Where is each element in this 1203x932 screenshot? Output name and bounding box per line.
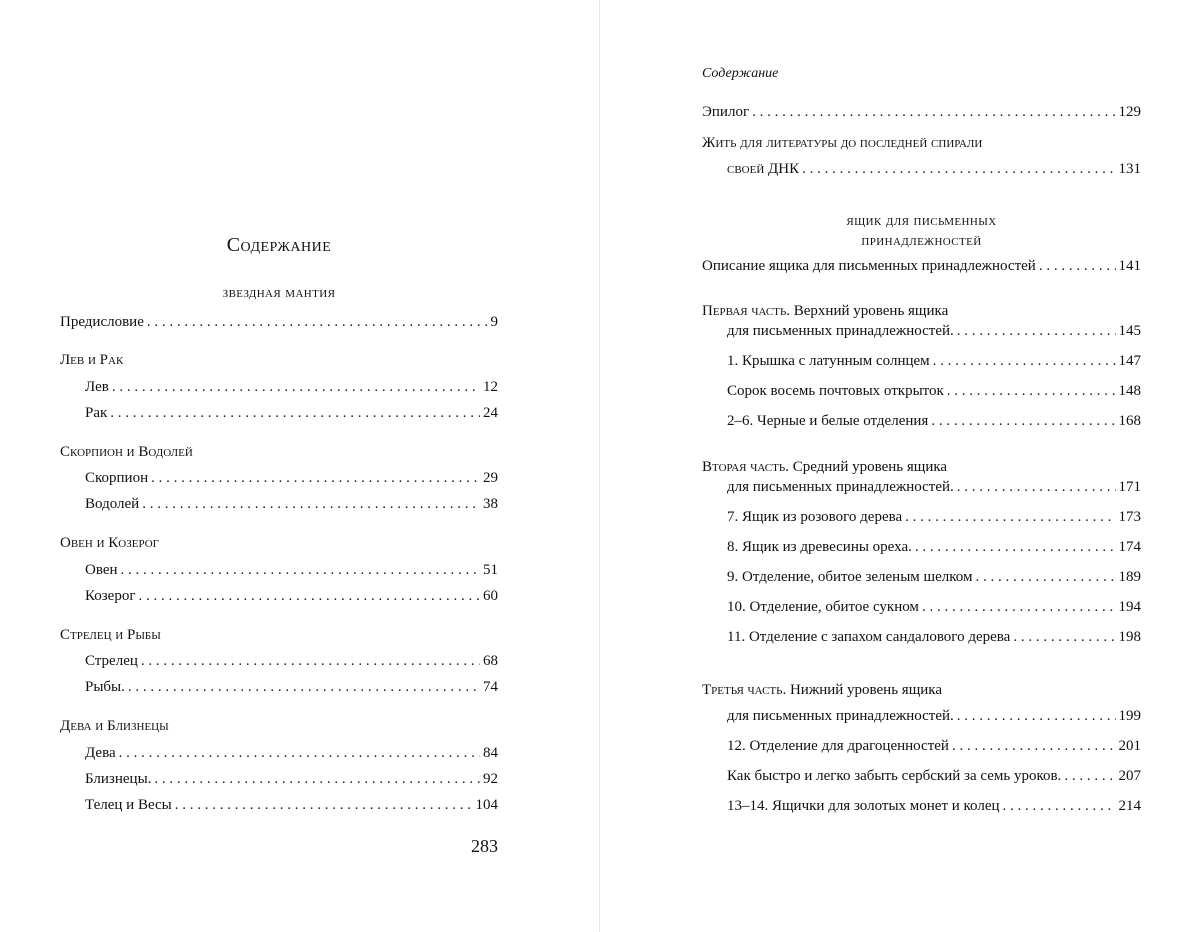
entry-label: 12. Отделение для драгоценностей [727,738,949,754]
entry-page-number: 104 [475,797,498,813]
toc-entry-living[interactable] [727,160,1141,178]
part-title-rest: . Верхний уровень ящика [786,303,949,319]
entry-label: 7. Ящик из розового дерева [727,509,903,525]
entry-page-number: 214 [1118,798,1141,814]
entry-page-number: 9 [490,314,498,330]
entry-page-number: 168 [1118,413,1141,429]
entry-label: для письменных принадлежностей. [727,708,954,724]
toc-entry[interactable] [727,412,1141,430]
entry-label: 2–6. Черные и белые отделения [727,413,929,429]
entry-label: Овен [85,562,118,578]
dot-leader [975,568,1115,586]
section-heading-writing-box [702,211,1141,251]
entry-page-number: 198 [1118,629,1141,645]
dot-leader [1064,767,1115,785]
entry-page-number: 171 [1118,479,1141,495]
entry-label: Описание ящика для письменных принадлежностей [702,258,1036,274]
toc-entry[interactable] [727,508,1141,526]
section-heading-line: принадлежностей [861,233,982,249]
dot-leader [175,796,473,814]
part-heading-third [702,681,942,699]
dot-leader [752,103,1115,121]
dot-leader [139,587,481,605]
section-heading-star-mantle: звездная мантия [222,285,336,301]
toc-entry[interactable] [85,796,498,814]
dot-leader [141,652,480,670]
toc-entry[interactable] [727,737,1141,755]
entry-label: Близнецы. [85,771,152,787]
page-number-folio: 283 [471,836,498,856]
entry-label: Телец и Весы [85,797,172,813]
entry-page-number: 29 [483,470,498,486]
entry-page-number: 189 [1118,569,1141,585]
dot-leader [957,707,1116,725]
entry-page-number: 68 [483,653,498,669]
left-page [60,0,498,932]
part-title-rest: . Нижний уровень ящика [782,682,942,698]
toc-entry[interactable] [85,744,498,762]
dot-leader [931,412,1115,430]
entry-page-number: 145 [1118,323,1141,339]
toc-entry[interactable] [727,568,1141,586]
dot-leader [112,378,480,396]
dot-leader [802,160,1115,178]
dot-leader [957,322,1116,340]
dot-leader [1013,628,1115,646]
toc-title: Содержание [226,234,332,256]
running-head: Содержание [702,66,779,81]
entry-page-number: 207 [1118,768,1141,784]
entry-label: Рак [85,405,108,421]
part-heading-second [702,458,947,476]
entry-label: Предисловие [60,314,144,330]
toc-entry[interactable] [727,628,1141,646]
dot-leader [957,478,1116,496]
toc-entry-living-title[interactable]: Жить для литературы до последней спирали [702,135,983,151]
dot-leader [154,770,480,788]
entry-page-number: 194 [1118,599,1141,615]
toc-entry[interactable] [727,322,1141,340]
toc-entry[interactable] [85,495,498,513]
entry-page-number: 129 [1118,104,1141,120]
dot-leader [1003,797,1116,815]
toc-entry[interactable] [85,561,498,579]
dot-leader [922,598,1116,616]
entry-page-number: 84 [483,745,498,761]
part-heading-first [702,302,948,320]
toc-entry[interactable] [85,678,498,696]
toc-entry[interactable] [85,652,498,670]
group-heading-aries-capricorn: Овен и Козерог [60,535,160,551]
dot-leader [947,382,1116,400]
entry-label: Скорпион [85,470,149,486]
entry-label: 8. Ящик из древесины ореха. [727,539,912,555]
toc-entry[interactable] [727,352,1141,370]
entry-label: Водолей [85,496,140,512]
dot-leader [1039,257,1116,275]
entry-page-number: 174 [1118,539,1141,555]
entry-page-number: 74 [483,679,498,695]
toc-entry[interactable] [727,598,1141,616]
entry-label: 10. Отделение, обитое сукном [727,599,919,615]
page-gutter [599,0,600,932]
group-heading-virgo-gemini: Дева и Близнецы [60,718,169,734]
dot-leader [147,313,488,331]
section-heading-line: ящик для письменных [846,213,997,229]
toc-entry[interactable] [727,478,1141,496]
dot-leader [119,744,480,762]
dot-leader [121,561,480,579]
dot-leader [915,538,1116,556]
toc-entry[interactable] [727,707,1141,725]
entry-page-number: 12 [483,379,498,395]
entry-label: своей ДНК [727,161,800,177]
entry-page-number: 92 [483,771,498,787]
entry-page-number: 38 [483,496,498,512]
dot-leader [128,678,480,696]
toc-entry-epilogue[interactable] [702,103,1141,121]
entry-label: Дева [85,745,116,761]
part-title-smallcaps: Первая часть [702,303,787,319]
entry-label: 9. Отделение, обитое зеленым шелком [727,569,973,585]
group-heading-scorpio-aquarius: Скорпион и Водолей [60,444,193,460]
part-title-rest: . Средний уровень ящика [785,459,948,475]
entry-label: 1. Крышка с латунным солнцем [727,353,930,369]
entry-page-number: 148 [1118,383,1141,399]
toc-entry-preface[interactable] [60,313,498,331]
dot-leader [151,469,480,487]
entry-label: для письменных принадлежностей. [727,479,954,495]
toc-entry-description[interactable] [702,257,1141,275]
entry-label: Стрелец [85,653,138,669]
entry-label: Как быстро и легко забыть сербский за семь уроков. [727,768,1062,784]
toc-entry[interactable] [727,767,1141,785]
toc-entry[interactable] [85,587,498,605]
entry-label: Лев [85,379,109,395]
entry-label: Сорок восемь почтовых открыток [727,383,944,399]
entry-page-number: 141 [1118,258,1141,274]
group-heading-leo-cancer: Лев и Рак [60,352,124,368]
entry-page-number: 199 [1118,708,1141,724]
entry-page-number: 24 [483,405,498,421]
part-title-smallcaps: Третья часть [702,682,783,698]
dot-leader [952,737,1116,755]
entry-page-number: 201 [1118,738,1141,754]
right-page [702,0,1141,932]
entry-label: для письменных принадлежностей. [727,323,954,339]
entry-label: Рыбы. [85,679,125,695]
entry-label: 13–14. Ящички для золотых монет и колец [727,798,1000,814]
part-title-smallcaps: Вторая часть [702,459,786,475]
toc-entry[interactable] [727,538,1141,556]
entry-page-number: 173 [1118,509,1141,525]
group-heading-sagittarius-pisces: Стрелец и Рыбы [60,627,161,643]
entry-label: 11. Отделение с запахом сандалового дерева [727,629,1011,645]
entry-page-number: 51 [483,562,498,578]
dot-leader [905,508,1115,526]
dot-leader [142,495,480,513]
dot-leader [110,404,480,422]
entry-label: Козерог [85,588,136,604]
dot-leader [933,352,1116,370]
entry-page-number: 60 [483,588,498,604]
entry-label: Эпилог [702,104,750,120]
toc-entry[interactable] [85,469,498,487]
toc-entry[interactable] [85,770,498,788]
toc-entry[interactable] [85,378,498,396]
toc-entry[interactable] [727,382,1141,400]
toc-entry[interactable] [727,797,1141,815]
toc-entry[interactable] [85,404,498,422]
entry-page-number: 131 [1118,161,1141,177]
entry-page-number: 147 [1118,353,1141,369]
